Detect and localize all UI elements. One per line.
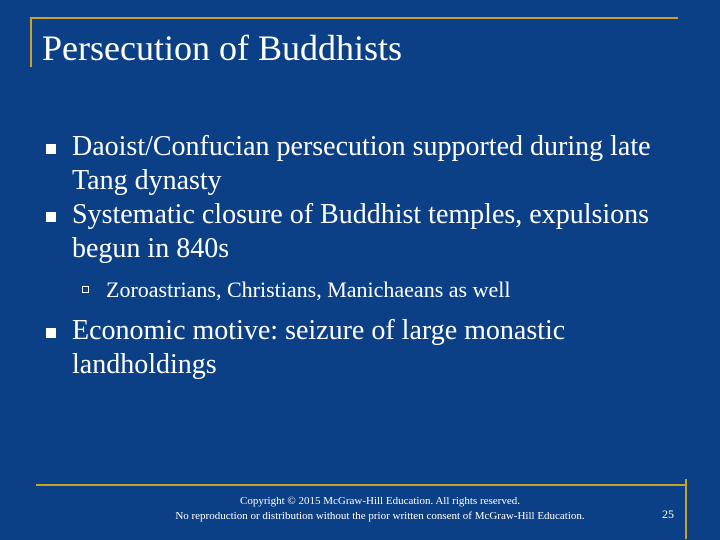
reproduction-notice: No reproduction or distribution without the prior written consent of McGraw-Hill Education.	[175, 510, 585, 522]
bullet-list	[46, 130, 686, 382]
sub-bullet-text: Zoroastrians, Christians, Manichaeans as well	[106, 277, 511, 302]
bullet-text: Economic motive: seizure of large monastic landholdings	[72, 315, 566, 380]
copyright-line: Copyright © 2015 McGraw-Hill Education. All rights reserved.	[240, 495, 520, 507]
page-number: 25	[662, 507, 674, 521]
square-bullet-icon	[46, 328, 56, 338]
right-frame-line	[685, 479, 687, 539]
copyright-footer	[110, 494, 650, 524]
hollow-square-bullet-icon	[82, 286, 89, 293]
bullet-item	[46, 130, 686, 198]
top-frame-line	[30, 17, 678, 19]
sub-bullet-item	[46, 276, 686, 304]
bottom-frame-line	[36, 484, 686, 486]
square-bullet-icon	[46, 212, 56, 222]
left-frame-line	[30, 17, 32, 67]
slide-title: Persecution of Buddhists	[42, 28, 402, 68]
bullet-item	[46, 198, 686, 266]
bullet-item	[46, 314, 686, 382]
bullet-text: Daoist/Confucian persecution supported during late Tang dynasty	[72, 131, 651, 196]
bullet-text: Systematic closure of Buddhist temples, expulsions begun in 840s	[72, 199, 650, 264]
square-bullet-icon	[46, 144, 56, 154]
